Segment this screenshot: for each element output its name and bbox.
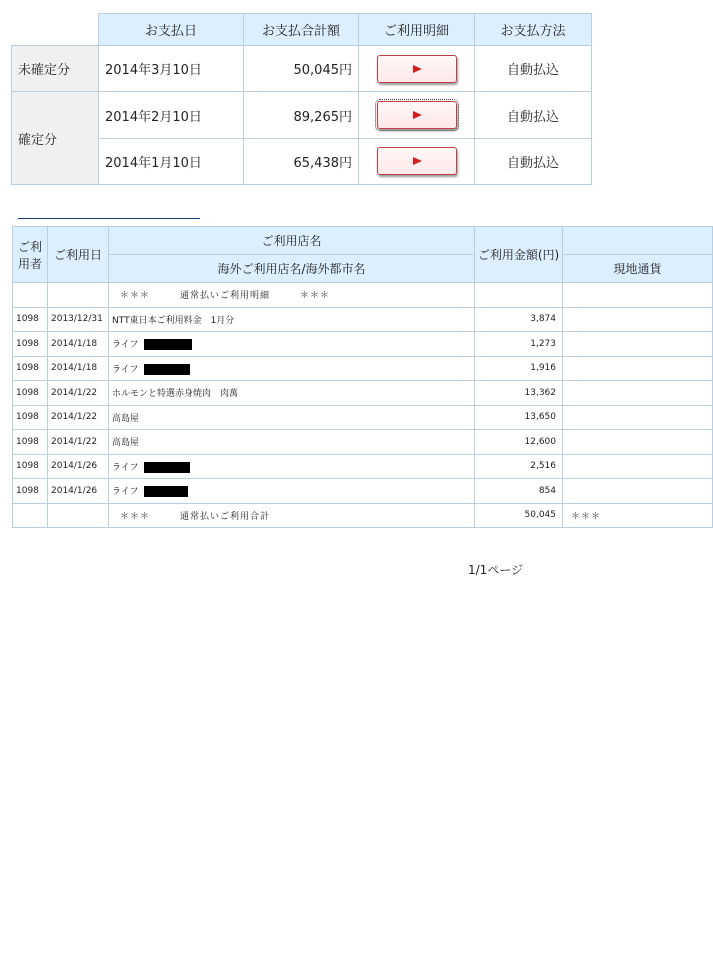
shop-name: 高島屋: [109, 430, 475, 455]
header-usage-amount: ご利用金額(円): [475, 227, 563, 283]
total-local: ＊＊＊: [563, 503, 713, 528]
shop-cell: [109, 479, 475, 504]
usage-amount: 3,874: [475, 307, 563, 332]
empty-cell: [563, 283, 713, 308]
play-arrow-icon: [413, 157, 422, 165]
shop-name: NTT東日本ご利用料金 1月分: [109, 307, 475, 332]
payment-summary-table: [11, 13, 592, 185]
payment-amount: 89,265円: [244, 92, 359, 138]
table-row: [13, 479, 713, 504]
category-confirmed: 確定分: [12, 92, 99, 185]
summary-row-confirmed-1: [12, 92, 592, 138]
header-user: ご利用者: [13, 227, 48, 283]
redaction-block: [144, 339, 192, 350]
user-id: 1098: [13, 307, 48, 332]
total-amount: 50,045: [475, 503, 563, 528]
usage-date: 2013/12/31: [48, 307, 109, 332]
header-payment-method: お支払方法: [475, 14, 592, 46]
payment-method: 自動払込: [475, 92, 592, 138]
local-currency: [563, 430, 713, 455]
summary-header-row: [12, 14, 592, 46]
header-usage-detail: ご利用明細: [359, 14, 475, 46]
shop-cell: [109, 356, 475, 381]
user-id: 1098: [13, 381, 48, 406]
usage-amount: 854: [475, 479, 563, 504]
local-currency: [563, 332, 713, 357]
usage-amount: 13,650: [475, 405, 563, 430]
table-row: [13, 405, 713, 430]
section-title-text: ＊＊＊ 通常払いご利用明細 ＊＊＊: [120, 291, 331, 302]
usage-amount: 2,516: [475, 454, 563, 479]
payment-method: 自動払込: [475, 46, 592, 92]
table-row: [13, 356, 713, 381]
usage-detail-scroll-area: [12, 226, 662, 532]
total-label-cell: [109, 503, 475, 528]
view-detail-button[interactable]: [377, 147, 457, 175]
usage-date: 2014/1/22: [48, 430, 109, 455]
empty-cell: [13, 283, 48, 308]
usage-date: 2014/1/18: [48, 356, 109, 381]
payment-date: 2014年1月10日: [99, 138, 244, 184]
detail-cell: [359, 46, 475, 92]
section-title: [109, 283, 475, 308]
redaction-block: [144, 364, 190, 375]
redaction-block: [144, 462, 190, 473]
redaction-block: [144, 486, 188, 497]
empty-cell: [475, 283, 563, 308]
shop-name: 高島屋: [109, 405, 475, 430]
usage-date: 2014/1/22: [48, 405, 109, 430]
local-currency: [563, 454, 713, 479]
detail-header-row: [13, 227, 713, 255]
total-label: ＊＊＊ 通常払いご利用合計: [120, 511, 271, 522]
empty-cell: [48, 503, 109, 528]
page-indicator: 1/1ページ: [468, 563, 524, 577]
local-currency: [563, 356, 713, 381]
section-title-row: [13, 283, 713, 308]
shop-name: ライフ: [112, 462, 139, 473]
shop-name: ライフ: [112, 487, 139, 498]
local-currency: [563, 405, 713, 430]
local-currency: [563, 381, 713, 406]
table-row: [13, 307, 713, 332]
header-shop-name: ご利用店名: [109, 227, 475, 255]
usage-amount: 12,600: [475, 430, 563, 455]
table-row: [13, 332, 713, 357]
user-id: 1098: [13, 356, 48, 381]
detail-cell: [359, 138, 475, 184]
payment-method: 自動払込: [475, 138, 592, 184]
section-divider-link[interactable]: [18, 218, 200, 219]
detail-subheader-row: [13, 255, 713, 283]
user-id: 1098: [13, 430, 48, 455]
play-arrow-icon: [413, 65, 422, 73]
summary-row-confirmed-2: [12, 138, 592, 184]
local-currency: [563, 307, 713, 332]
usage-detail-table: [12, 226, 713, 528]
user-id: 1098: [13, 332, 48, 357]
payment-date: 2014年3月10日: [99, 46, 244, 92]
header-local-currency: 現地通貨: [563, 255, 713, 283]
play-arrow-icon: [413, 111, 422, 119]
user-id: 1098: [13, 454, 48, 479]
shop-cell: [109, 454, 475, 479]
usage-amount: 1,916: [475, 356, 563, 381]
shop-cell: [109, 332, 475, 357]
table-row: [13, 454, 713, 479]
category-unconfirmed: 未確定分: [12, 46, 99, 92]
table-row: [13, 430, 713, 455]
payment-amount: 50,045円: [244, 46, 359, 92]
view-detail-button[interactable]: [377, 101, 457, 129]
shop-name: ライフ: [112, 364, 139, 375]
usage-date: 2014/1/22: [48, 381, 109, 406]
view-detail-button[interactable]: [377, 55, 457, 83]
header-payment-total: お支払合計額: [244, 14, 359, 46]
local-currency: [563, 479, 713, 504]
payment-amount: 65,438円: [244, 138, 359, 184]
summary-row-unconfirmed: [12, 46, 592, 92]
summary-header-blank: [12, 14, 99, 46]
user-id: 1098: [13, 405, 48, 430]
empty-cell: [13, 503, 48, 528]
total-row: [13, 503, 713, 528]
usage-date: 2014/1/18: [48, 332, 109, 357]
header-foreign-shop: 海外ご利用店名/海外都市名: [109, 255, 475, 283]
empty-cell: [48, 283, 109, 308]
usage-date: 2014/1/26: [48, 479, 109, 504]
table-row: [13, 381, 713, 406]
usage-amount: 13,362: [475, 381, 563, 406]
shop-name: ライフ: [112, 340, 139, 351]
usage-amount: 1,273: [475, 332, 563, 357]
header-payment-date: お支払日: [99, 14, 244, 46]
usage-date: 2014/1/26: [48, 454, 109, 479]
shop-name: ホルモンと特選赤身焼肉 肉萬: [109, 381, 475, 406]
header-usage-date: ご利用日: [48, 227, 109, 283]
user-id: 1098: [13, 479, 48, 504]
header-local-blank: [563, 227, 713, 255]
payment-date: 2014年2月10日: [99, 92, 244, 138]
detail-cell: [359, 92, 475, 138]
